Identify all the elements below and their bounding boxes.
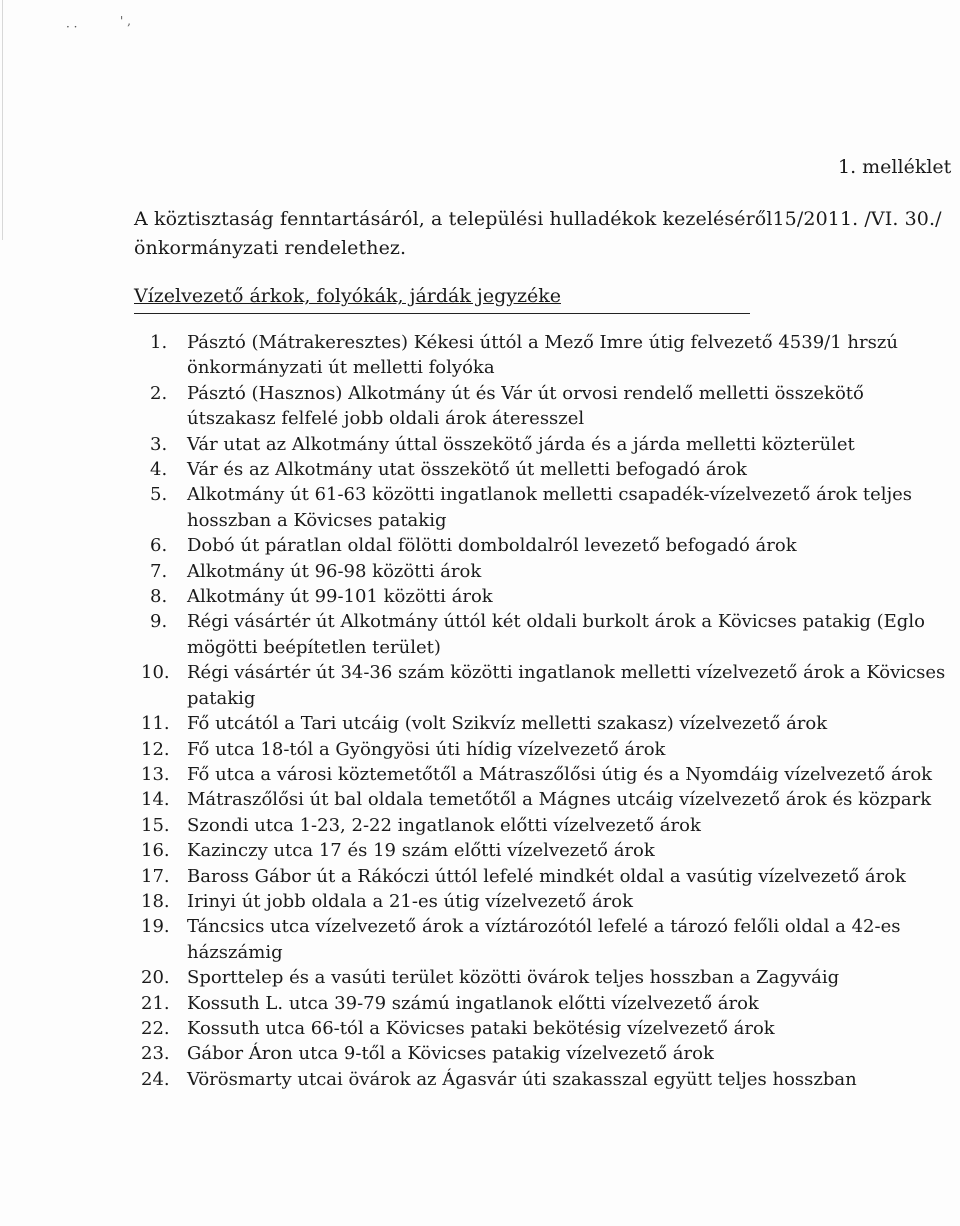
list-item-number: 12.	[141, 738, 170, 760]
list-item	[150, 432, 956, 457]
list-item-number: 14.	[141, 789, 170, 811]
list-item-text: Vár utat az Alkotmány úttal összekötő járda és a járda melletti közterület	[187, 433, 855, 455]
scan-speck-mark: · ·	[66, 20, 78, 34]
list-item	[150, 559, 956, 584]
list-item-text: Fő utca a városi köztemetőtől a Mátraszőlősi útig és a Nyomdáig vízelvezető árok	[187, 763, 933, 785]
list-item-text: Irinyi út jobb oldala a 21-es útig vízelvezető árok	[187, 890, 634, 912]
list-item-number: 1.	[150, 332, 168, 353]
scan-edge-mark	[2, 0, 3, 240]
list-item-number: 21.	[141, 992, 170, 1014]
list-item	[141, 889, 956, 914]
list-item-text: Kossuth utca 66-tól a Kövicses pataki bekötésig vízelvezető árok	[187, 1017, 775, 1039]
list-item-text: Gábor Áron utca 9-től a Kövicses patakig vízelvezető árok	[187, 1043, 714, 1065]
list-item-number: 8.	[150, 586, 168, 608]
list-item	[141, 762, 956, 787]
list-item-number: 18.	[141, 890, 170, 912]
list-item-number: 2.	[150, 382, 168, 404]
list-item-text: Fő utca 18-tól a Gyöngyösi úti hídig vízelvezető árok	[187, 738, 666, 760]
list-item-number: 4.	[150, 459, 168, 481]
title-underline	[134, 313, 750, 314]
list-item	[150, 609, 956, 660]
list-item	[141, 660, 956, 711]
list-item-number: 22.	[141, 1017, 170, 1039]
list-item	[141, 711, 956, 736]
list-item-number: 24.	[141, 1068, 170, 1090]
list-item-text: Pásztó (Mátrakeresztes) Kékesi úttól a Mező Imre útig felvezető 4539/1 hrszú önkormányzati út melletti folyóka	[187, 332, 898, 379]
list-item-text: Dobó út páratlan oldal fölötti domboldalról levezető befogadó árok	[187, 535, 797, 557]
list-item	[141, 1016, 956, 1041]
list-item-number: 16.	[141, 840, 170, 862]
list-item-text: Táncsics utca vízelvezető árok a víztározótól lefelé a tározó felőli oldal a 42-es házszámig	[187, 916, 901, 963]
list-item-text: Alkotmány út 99-101 közötti árok	[187, 586, 493, 608]
list-item	[141, 965, 956, 990]
list-item-text: Kazinczy utca 17 és 19 szám előtti vízelvezető árok	[187, 840, 655, 862]
list-item	[141, 838, 956, 863]
list-item-number: 5.	[150, 484, 168, 506]
list-item-text: Baross Gábor út a Rákóczi úttól lefelé mindkét oldal a vasútig vízelvezető árok	[187, 865, 906, 887]
list-item	[150, 381, 956, 432]
list-item	[141, 787, 956, 812]
list-item-text: Alkotmány út 96-98 közötti árok	[187, 560, 482, 582]
list-item-number: 20.	[141, 967, 170, 989]
list-item	[141, 864, 956, 889]
list-item	[141, 1067, 956, 1092]
list-item-text: Mátraszőlősi út bal oldala temetőtől a Mágnes utcáig vízelvezető árok és közpark	[187, 789, 932, 811]
scan-speck-mark: ' ,	[120, 14, 131, 28]
list-item-text: Vörösmarty utcai övárok az Ágasvár úti szakasszal együtt teljes hosszban	[187, 1068, 857, 1090]
list-item-number: 9.	[150, 611, 168, 633]
list-item-number: 13.	[141, 763, 170, 785]
list-item-number: 17.	[141, 865, 170, 887]
list-item-text: Kossuth L. utca 39-79 számú ingatlanok előtti vízelvezető árok	[187, 992, 759, 1014]
list-item	[150, 482, 956, 533]
list-item-text: Régi vásártér út 34-36 szám közötti ingatlanok melletti vízelvezető árok a Kövicses patakig	[187, 662, 946, 709]
list-item-number: 6.	[150, 535, 168, 557]
list-item-number: 7.	[150, 560, 168, 582]
annex-label: 1. melléklet	[838, 156, 952, 178]
ditch-list	[141, 330, 956, 1092]
list-item	[141, 991, 956, 1016]
list-item-text: Fő utcától a Tari utcáig (volt Szikvíz melletti szakasz) vízelvezető árok	[187, 713, 828, 735]
section-title: Vízelvezető árkok, folyókák, járdák jegyzéke	[134, 285, 561, 307]
list-item-text: Vár és az Alkotmány utat összekötő út melletti befogadó árok	[187, 459, 747, 481]
list-item-text: Alkotmány út 61-63 közötti ingatlanok melletti csapadék-vízelvezető árok teljes hosszban a Kövicses patakig	[187, 484, 913, 531]
list-item-number: 10.	[141, 662, 170, 684]
list-item-number: 3.	[150, 433, 168, 455]
list-item	[141, 737, 956, 762]
list-item-number: 15.	[141, 814, 170, 836]
list-item	[150, 584, 956, 609]
list-item-text: Szondi utca 1-23, 2-22 ingatlanok előtti vízelvezető árok	[187, 814, 701, 836]
list-item-text: Régi vásártér út Alkotmány úttól két oldali burkolt árok a Kövicses patakig (Eglo mögötti beépítetlen terület)	[187, 611, 925, 658]
list-item	[141, 1041, 956, 1066]
list-item-number: 23.	[141, 1043, 170, 1065]
list-item	[150, 533, 956, 558]
list-item	[141, 813, 956, 838]
intro-paragraph: A köztisztaság fenntartásáról, a települési hulladékok kezeléséről15/2011. /VI. 30./ önkormányzati rendelethez.	[134, 208, 942, 259]
list-item	[150, 457, 956, 482]
list-item	[141, 914, 956, 965]
list-item	[150, 330, 956, 381]
list-item-text: Sporttelep és a vasúti terület közötti övárok teljes hosszban a Zagyváig	[187, 967, 840, 989]
list-item-number: 11.	[141, 713, 170, 735]
list-item-number: 19.	[141, 916, 170, 938]
list-item-text: Pásztó (Hasznos) Alkotmány út és Vár út orvosi rendelő melletti összekötő útszakasz felfelé jobb oldali árok áteresszel	[187, 382, 864, 430]
